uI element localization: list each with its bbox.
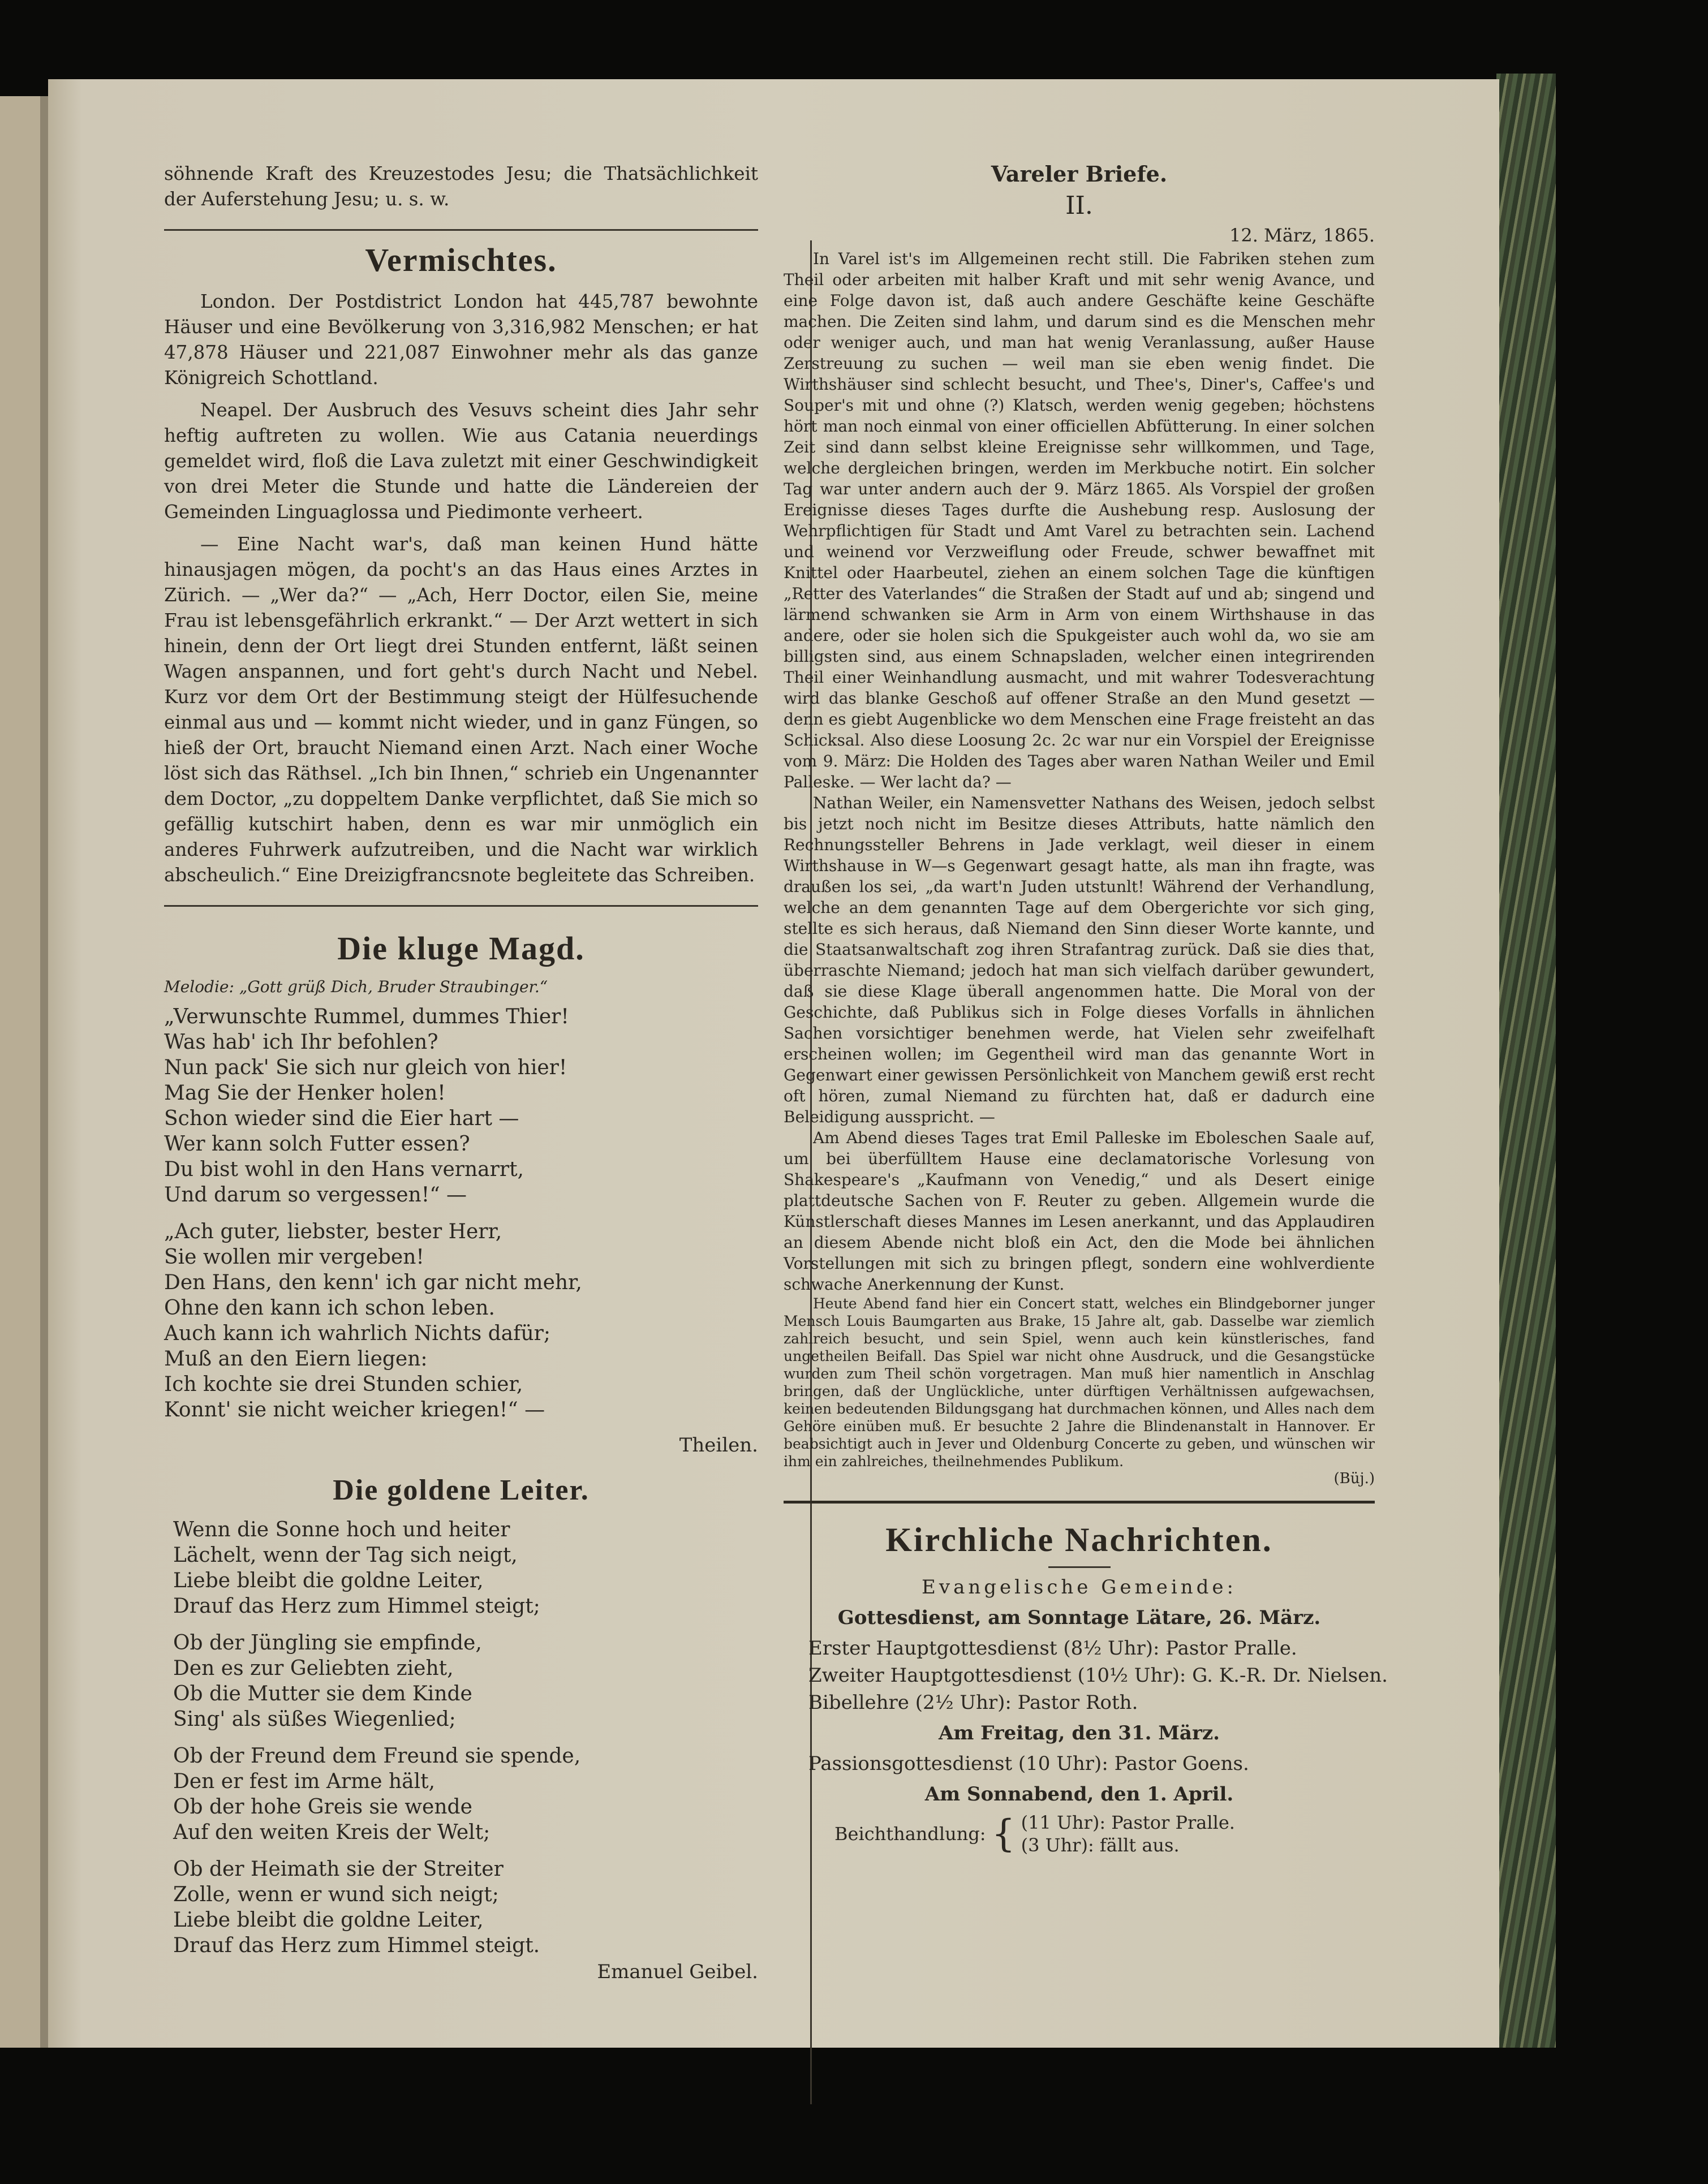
letter-paragraph: In Varel ist's im Allgemeinen recht still. Die Fabriken stehen zum Theil oder arbeiten mit halber Kraft und mit sehr wenig Avance, und eine Folge davon ist, daß auch andere Geschäfte keine Geschäfte machen. Die Zeiten sind lahm, und darum sind es die Menschen mehr oder weniger auch, und man hat wenig Veranlassung, außer Hause Zerstreuung zu suchen — weil man sie eben wenig findet. Die Wirthshäuser sind schlecht besucht, und Thee's, Diner's, Caffee's und Souper's mit und ohne (?) Klatsch, werden wenig gegeben; höchstens hört man noch einmal von einer officiellen Abfütterung. In einer solchen Zeit sind dann selbst kleine Ereignisse sehr willkommen, und Tage, welche dergleichen bringen, werden im Merkbuche notirt. Ein solcher Tag war unter andern auch der 9. März 1865. Als Vorspiel der großen Ereignisse dieses Tages durfte die Aushebung resp. Auslosung der Wehrpflichtigen für Stadt und Amt Varel zu betrachten sein. Lachend und weinend vor Verzweiflung oder Freude, schwer bewaffnet mit Knittel oder Haarbeutel, ziehen an einem solchen Tage die künftigen „Retter des Vaterlandes“ die Straßen der Stadt auf und ab; singend und lärmend schwanken sie Arm in Arm von einem Wirthshause in das andere, oder sie holen sich die Spukgeister auch wohl da, wo sie am billigsten sind, aus einem Schnapsladen, welcher einen integrirenden Theil einer Weinhandlung ausmacht, und mit wahrer Todesverachtung wird das blanke Geschoß auf offener Straße an den Mund gesetzt — denn es giebt Augenblicke wo dem Menschen eine Frage freisteht an das Schicksal. Also diese Loosung 2c. 2c war nur ein Vorspiel der Ereignisse vom 9. März: Die Holden des Tages aber waren Nathan Weiler und Emil Palleske. — Wer lacht da? — [784, 249, 1375, 791]
concert-paragraph: Heute Abend fand hier ein Concert statt, welches ein Blindgeborner junger Mensch Louis Baumgarten aus Brake, 15 Jahre alt, gab. Dasselbe war ziemlich zahlreich besucht, und sein Spiel, wenn auch kein künstlerisches, fand ungetheilen Beifall. Das Spiel war nicht ohne Ausdruck, und die Gesangstücke wurden zum Theil schön vorgetragen. Man muß hier namentlich in Anschlag bringen, daß der Unglückliche, unter dürftigen Verhältnissen aufgewachsen, keinen bedeutenden Bildungsgang hat durchmachen können, und Alles nach dem Gehöre einüben muß. Er besuchte 2 Jahre die Blindenanstalt in Hannover. Er beabsichtigt auch in Jever und Oldenburg Concerte zu geben, und wünschen wir ihm ein zahlreiches, theilnehmendes Publikum. [784, 1295, 1375, 1470]
poem-line: Liebe bleibt die goldne Leiter, [173, 1569, 484, 1592]
service-entry: Erster Hauptgottesdienst (8½ Uhr): Pastor Pralle. [808, 1637, 1297, 1660]
community-heading: Evangelische Gemeinde: [922, 1576, 1237, 1599]
poem-line: Was hab' ich Ihr befohlen? [164, 1031, 438, 1054]
poem-line: „Ach guter, liebster, bester Herr, [164, 1220, 502, 1243]
confession-entry [784, 1811, 1375, 1856]
poem-melody: Melodie: „Gott grüß Dich, Bruder Straubinger.“ [164, 977, 548, 996]
poem-line: Nun pack' Sie sich nur gleich von hier! [164, 1056, 567, 1079]
poem-line: Auf den weiten Kreis der Welt; [173, 1821, 491, 1844]
book-binding [1496, 74, 1556, 2048]
confession-label: Beichthandlung: [834, 1823, 986, 1845]
intro-text: söhnende Kraft des Kreuzestodes Jesu; die Thatsächlichkeit der Auferstehung Jesu; u. s. w. [164, 163, 758, 210]
zurich-article: — Eine Nacht war's, daß man keinen Hund hätte hinausjagen mögen, da pocht's an das Haus eines Arztes in Zürich. — „Wer da?“ — „Ach, Herr Doctor, eilen Sie, meine Frau ist lebensgefährlich erkrankt.“ — Der Arzt wettert in sich hinein, denn der Ort liegt drei Stunden entfernt, läßt seinen Wagen anspannen, und fort geht's durch Nacht und Nebel. Kurz vor dem Ort der Bestimmung steigt der Hülfesuchende einmal aus und — kommt nicht wieder, und in ganz Füngen, so hieß der Ort, braucht Niemand einen Arzt. Nach einer Woche löst sich das Räthsel. „Ich bin Ihnen,“ schrieb ein Ungenannter dem Doctor, „zu doppeltem Danke verpflichtet, daß Sie mich so gefällig kutschirt haben, denn es war mir unmöglich ein anderes Fuhrwerk aufzutreiben, und die Nacht war wirklich abscheulich.“ Eine Dreizigfrancsnote begleitete das Schreiben. [164, 533, 758, 886]
poem-line: Sie wollen mir vergeben! [164, 1246, 424, 1269]
poem-line: Ob der Freund dem Freund sie spende, [173, 1744, 581, 1768]
poem-stanza [164, 1856, 758, 1958]
left-column [164, 161, 758, 2000]
poem-line: Ob die Mutter sie dem Kinde [173, 1682, 472, 1705]
letter-paragraph: Nathan Weiler, ein Namensvetter Nathans des Weisen, jedoch selbst bis jetzt noch nicht im Besitze dieses Attributs, hatte nämlich den Rechnungssteller Behrens in Jade verklagt, weil dieser in einem Wirthshause in W—s Gegenwart gesagt hatte, als man ihn fragte, was draußen los sei, „da wart'n Juden utstunlt! Während der Verhandlung, welche an dem genannten Tage auf dem Obergerichte vor sich ging, stellte es sich heraus, daß Niemand den Sinn dieser Worte kannte, und die Staatsanwaltschaft zog ihren Strafantrag zurück. Daß sie dies that, überraschte Niemand; jedoch hat man sich vielfach darüber gewundert, daß sie diese Klage überall angenommen hatte. Die Moral von der Geschichte, daß Publikus sich in Folge dieses Vorfalls in ähnlichen Sachen vorsichtiger benehmen werde, hat Vielen sehr zweifelhaft erscheinen wollen; im Gegentheil wird man das genannte Wort in Gegenwart einer gewissen Persönlichkeit von Manchem gewiß erst recht oft hören, zumal Niemand zu fürchten hat, daß er dadurch eine Beleidigung ausspricht. — [784, 794, 1375, 1126]
poem-line: „Verwunschte Rummel, dummes Thier! [164, 1005, 569, 1028]
poem-stanza [164, 1219, 758, 1423]
poem-line: Zolle, wenn er wund sich neigt; [173, 1883, 499, 1906]
brace-glyph: { [991, 1812, 1016, 1855]
poem-line: Lächelt, wenn der Tag sich neigt, [173, 1544, 518, 1567]
poem-line: Auch kann ich wahrlich Nichts dafür; [164, 1322, 550, 1345]
part-number: II. [1065, 191, 1093, 220]
letter-signature: (Büj.) [1333, 1470, 1375, 1487]
poem-line: Den es zur Geliebten zieht, [173, 1657, 454, 1680]
poem-line: Schon wieder sind die Eier hart — [164, 1107, 519, 1130]
poem-line: Und darum so vergessen!“ — [164, 1183, 467, 1207]
poem-line: Wer kann solch Futter essen? [164, 1132, 470, 1156]
church-news-title: Kirchliche Nachrichten. [885, 1521, 1273, 1558]
section-title: Vermischtes. [365, 242, 557, 278]
poem-line: Sing' als süßes Wiegenlied; [173, 1708, 456, 1731]
previous-page-edge [0, 96, 48, 2048]
poem-line: Den Hans, den kenn' ich gar nicht mehr, [164, 1271, 582, 1294]
separator [1048, 1566, 1111, 1568]
poem-line: Drauf das Herz zum Himmel steigt; [173, 1595, 540, 1618]
poem-line: Du bist wohl in den Hans vernarrt, [164, 1158, 524, 1181]
letter-paragraph: Am Abend dieses Tages trat Emil Palleske im Eboleschen Saale auf, um bei überfülltem Hause eine declamatorische Vorlesung von Shakespeare's „Kaufmann von Venedig,“ und als Desert einige plattdeutsche Sachen von F. Reuter zu geben. Allgemein wurde die Künstlerschaft dieses Mannes im Lesen anerkannt, und das Applaudiren an diesem Abende nicht bloß ein Act, den die Mode bei ähnlichen Vorstellungen mit sich zu bringen pflegt, sondern eine wohlverdiente schwache Anerkennung der Kunst. [784, 1128, 1375, 1294]
poem-line: Ob der hohe Greis sie wende [173, 1795, 472, 1819]
poem-stanza [164, 1630, 758, 1732]
confession-times [1021, 1811, 1235, 1856]
series-title: Vareler Briefe. [991, 161, 1168, 187]
service-day-heading: Gottesdienst, am Sonntage Lätare, 26. März. [837, 1606, 1321, 1629]
service-day-heading: Am Freitag, den 31. März. [938, 1722, 1220, 1744]
separator [164, 905, 758, 907]
letter-date: 12. März, 1865. [1229, 225, 1375, 246]
service-entry: Zweiter Hauptgottesdienst (10½ Uhr): G. K.-R. Dr. Nielsen. [808, 1664, 1388, 1687]
neapel-article: Neapel. Der Ausbruch des Vesuvs scheint dies Jahr sehr heftig auftreten zu wollen. Wie aus Catania neuerdings gemeldet wird, floß die Lava zuletzt mit einer Geschwindigkeit von drei Meter die Stunde und hatte die Ländereien der Gemeinden Linguaglossa und Piedimonte verheert. [164, 399, 758, 523]
separator [164, 229, 758, 231]
poem-line: Den er fest im Arme hält, [173, 1770, 436, 1793]
poem-line: Konnt' sie nicht weicher kriegen!“ — [164, 1398, 545, 1421]
poem-author: Emanuel Geibel. [597, 1961, 758, 1983]
right-column [784, 161, 1388, 1856]
poem-title: Die goldene Leiter. [333, 1474, 590, 1506]
poem-line: Drauf das Herz zum Himmel steigt. [173, 1934, 540, 1957]
separator [784, 1501, 1375, 1504]
poem-title: Die kluge Magd. [337, 930, 585, 967]
poem-author: Theilen. [679, 1434, 758, 1457]
poem-stanza [164, 1004, 758, 1208]
poem-line: Ob der Heimath sie der Streiter [173, 1858, 504, 1881]
poem-line: Muß an den Eiern liegen: [164, 1347, 428, 1371]
service-entry: Passionsgottesdienst (10 Uhr): Pastor Goens. [808, 1752, 1249, 1775]
newspaper-page [48, 79, 1499, 2048]
poem-stanza [164, 1517, 758, 1619]
poem-stanza [164, 1743, 758, 1845]
confession-time: (3 Uhr): fällt aus. [1021, 1834, 1180, 1856]
poem-line: Ich kochte sie drei Stunden schier, [164, 1373, 523, 1396]
poem-line: Ohne den kann ich schon leben. [164, 1296, 495, 1320]
service-entry: Bibellehre (2½ Uhr): Pastor Roth. [808, 1691, 1138, 1714]
poem-line: Liebe bleibt die goldne Leiter, [173, 1909, 484, 1932]
service-day-heading: Am Sonnabend, den 1. April. [924, 1783, 1234, 1806]
poem-line: Mag Sie der Henker holen! [164, 1082, 446, 1105]
poem-line: Ob der Jüngling sie empfinde, [173, 1631, 482, 1655]
london-article: London. Der Postdistrict London hat 445,787 bewohnte Häuser und eine Bevölkerung von 3,316,982 Menschen; er hat 47,878 Häuser und 221,087 Einwohner mehr als das ganze Königreich Schottland. [164, 291, 758, 389]
poem-line: Wenn die Sonne hoch und heiter [173, 1518, 510, 1541]
confession-time: (11 Uhr): Pastor Pralle. [1021, 1812, 1235, 1833]
